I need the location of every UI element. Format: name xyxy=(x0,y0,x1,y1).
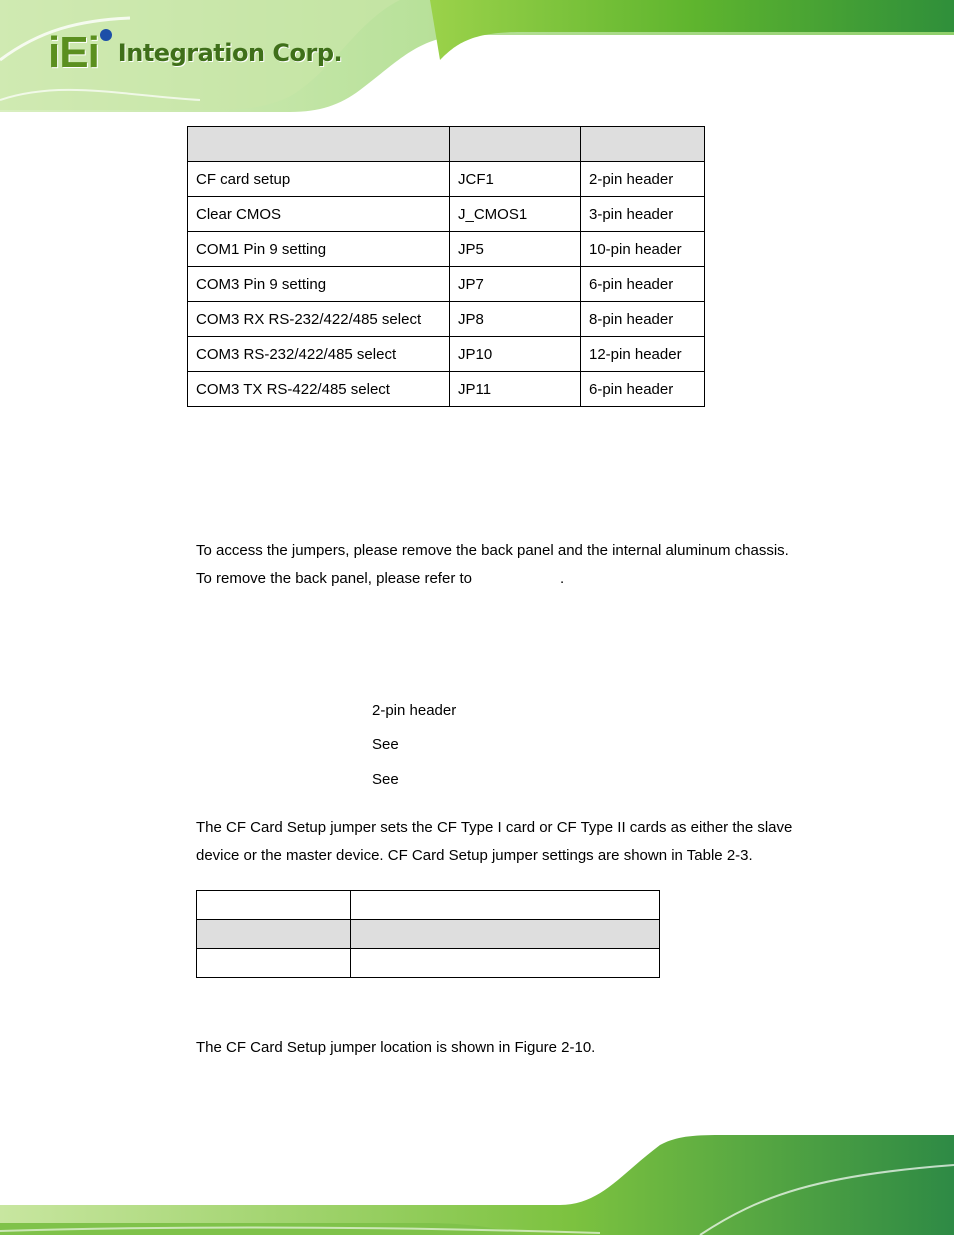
header-cell xyxy=(450,127,581,162)
table-row xyxy=(188,162,705,197)
table-cell xyxy=(197,920,351,949)
table-cell: 2-pin header xyxy=(581,162,705,197)
table-cell xyxy=(197,891,351,920)
table-cell: COM3 RS-232/422/485 select xyxy=(188,337,450,372)
table-cell: Clear CMOS xyxy=(188,197,450,232)
table-row xyxy=(188,232,705,267)
table-cell: 3-pin header xyxy=(581,197,705,232)
table-cell: 8-pin header xyxy=(581,302,705,337)
table-row xyxy=(188,372,705,407)
table-cell: COM3 RX RS-232/422/485 select xyxy=(188,302,450,337)
cf-location-text: The CF Card Setup jumper location is shown in Figure 2-10. xyxy=(196,1039,596,1056)
table-cell: JP7 xyxy=(450,267,581,302)
jumper-location-see: See xyxy=(372,771,399,788)
table-row xyxy=(188,337,705,372)
access-line-2 xyxy=(196,565,564,593)
cf-desc-line-1: The CF Card Setup jumper sets the CF Type I card or CF Type II cards as either the slave xyxy=(196,819,793,836)
logo-mark: iEi xyxy=(48,28,99,77)
table-cell xyxy=(351,920,660,949)
table-row xyxy=(197,891,660,920)
footer-banner xyxy=(0,1135,954,1235)
table-cell: JP8 xyxy=(450,302,581,337)
table-cell: CF card setup xyxy=(188,162,450,197)
table-cell: COM1 Pin 9 setting xyxy=(188,232,450,267)
table-row xyxy=(188,267,705,302)
table-cell: 6-pin header xyxy=(581,267,705,302)
table-row xyxy=(197,920,660,949)
company-logo xyxy=(48,28,342,78)
cf-desc-line-2: device or the master device. CF Card Setup jumper settings are shown in Table 2-3. xyxy=(196,847,753,864)
header-cell xyxy=(581,127,705,162)
table-cell: JP11 xyxy=(450,372,581,407)
table-row xyxy=(188,197,705,232)
table-cell: 6-pin header xyxy=(581,372,705,407)
jumper-table xyxy=(187,126,705,407)
table-row xyxy=(197,949,660,978)
jumper-settings-see: See xyxy=(372,736,399,753)
table-cell: COM3 Pin 9 setting xyxy=(188,267,450,302)
table-cell: 10-pin header xyxy=(581,232,705,267)
access-line-1: To access the jumpers, please remove the back panel and the internal aluminum chassis. xyxy=(196,542,789,559)
jumper-type-value: 2-pin header xyxy=(372,702,457,719)
cf-settings-table xyxy=(196,890,660,978)
logo-dot-icon xyxy=(100,29,112,41)
logo-text: Integration Corp. xyxy=(117,39,343,67)
table-cell: COM3 TX RS-422/485 select xyxy=(188,372,450,407)
access-line-2-text: To remove the back panel, please refer to xyxy=(196,570,472,587)
header-cell xyxy=(188,127,450,162)
access-line-2-end: . xyxy=(560,570,565,587)
table-cell: JP10 xyxy=(450,337,581,372)
table-cell: JCF1 xyxy=(450,162,581,197)
jumper-table-body xyxy=(188,127,705,407)
table-cell xyxy=(351,949,660,978)
table-cell: 12-pin header xyxy=(581,337,705,372)
table-cell: JP5 xyxy=(450,232,581,267)
table-row xyxy=(188,302,705,337)
table-cell xyxy=(351,891,660,920)
table-header-row xyxy=(188,127,705,162)
table-cell: J_CMOS1 xyxy=(450,197,581,232)
table-cell xyxy=(197,949,351,978)
